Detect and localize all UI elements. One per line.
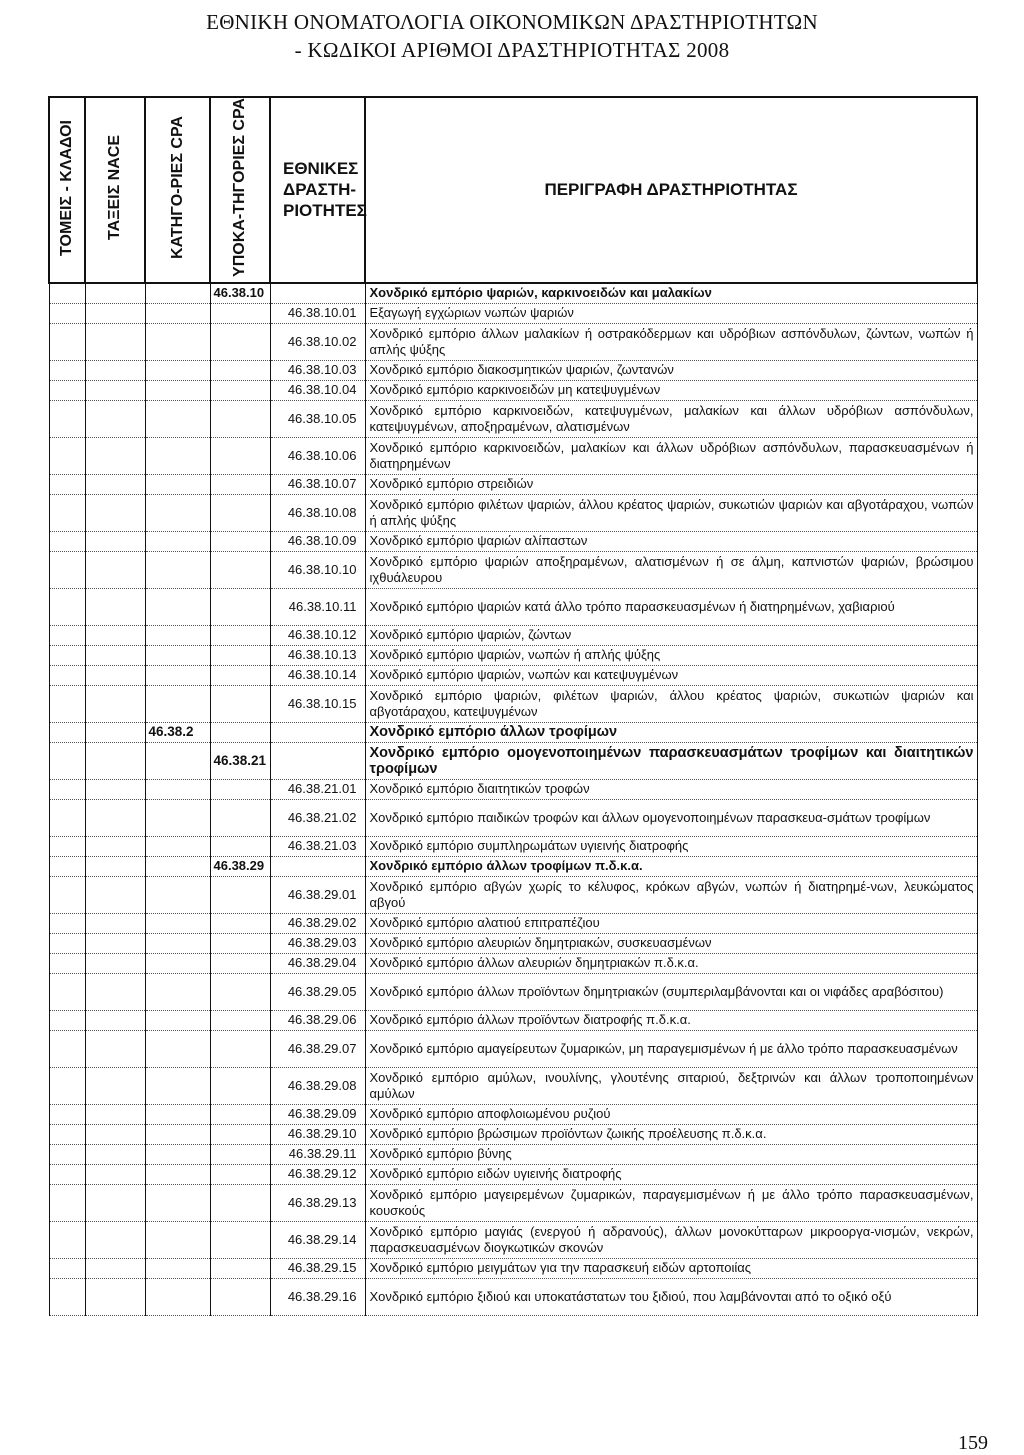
nace-class-cell: [85, 437, 145, 474]
description-cell: Χονδρικό εμπόριο αμύλων, ινουλίνης, γλουτένης σιταριού, δεξτρινών και άλλων τροποποιημένων αμύλων: [365, 1067, 977, 1104]
table-body: [49, 283, 977, 1316]
activity-codes-table: [48, 96, 978, 1316]
description-cell: Χονδρικό εμπόριο ψαριών, φιλέτων ψαριών, άλλου κρέατος ψαριών, συκωτιών ψαριών και αβγοτάραχου, κατεψυγμένων: [365, 685, 977, 722]
nace-class-cell: [85, 1010, 145, 1030]
description-cell: Εξαγωγή εγχώριων νωπών ψαριών: [365, 303, 977, 323]
cpa-category-cell: [145, 531, 210, 551]
col-header-perigrafh: ΠΕΡΙΓΡΑΦΗ ΔΡΑΣΤΗΡΙΟΤΗΤΑΣ: [365, 97, 977, 283]
nace-class-cell: [85, 856, 145, 876]
description-cell: Χονδρικό εμπόριο στρειδιών: [365, 474, 977, 494]
table-row: [49, 360, 977, 380]
table-row: [49, 1221, 977, 1258]
tomeis-cell: [49, 1221, 85, 1258]
cpa-subcategory-cell: [210, 1164, 270, 1184]
cpa-category-cell: [145, 836, 210, 856]
tomeis-cell: [49, 437, 85, 474]
nace-class-cell: [85, 933, 145, 953]
nace-class-cell: [85, 973, 145, 1010]
cpa-subcategory-cell: 46.38.29: [210, 856, 270, 876]
cpa-subcategory-cell: [210, 1067, 270, 1104]
col-header-ethnikes: ΕΘΝΙΚΕΣ ΔΡΑΣΤΗ-ΡΙΟΤΗΤΕΣ: [270, 97, 365, 283]
table-row: [49, 799, 977, 836]
nace-class-cell: [85, 665, 145, 685]
cpa-category-cell: [145, 494, 210, 531]
description-cell: Χονδρικό εμπόριο ψαριών κατά άλλο τρόπο παρασκευασμένων ή διατηρημένων, χαβιαριού: [365, 588, 977, 625]
national-code-cell: 46.38.10.12: [270, 625, 365, 645]
nace-class-cell: [85, 876, 145, 913]
tomeis-cell: [49, 799, 85, 836]
table-row: [49, 283, 977, 304]
tomeis-cell: [49, 531, 85, 551]
cpa-subcategory-cell: [210, 437, 270, 474]
cpa-category-cell: [145, 913, 210, 933]
description-cell: Χονδρικό εμπόριο ξιδιού και υποκατάστατων του ξιδιού, που λαμβάνονται από το οξικό οξύ: [365, 1278, 977, 1315]
table-row: [49, 588, 977, 625]
national-code-cell: 46.38.29.02: [270, 913, 365, 933]
nace-class-cell: [85, 551, 145, 588]
table-row: [49, 1184, 977, 1221]
cpa-subcategory-cell: 46.38.10: [210, 283, 270, 304]
description-cell: Χονδρικό εμπόριο αμαγείρευτων ζυμαρικών, μη παραγεμισμένων ή με άλλο τρόπο παρασκευασμένων: [365, 1030, 977, 1067]
nace-class-cell: [85, 1278, 145, 1315]
national-code-cell: 46.38.10.15: [270, 685, 365, 722]
national-code-cell: 46.38.29.01: [270, 876, 365, 913]
tomeis-cell: [49, 933, 85, 953]
cpa-subcategory-cell: [210, 913, 270, 933]
cpa-category-cell: [145, 588, 210, 625]
tomeis-cell: [49, 1030, 85, 1067]
header-title-line2: - ΚΩΔΙΚΟΙ ΑΡΙΘΜΟΙ ΔΡΑΣΤΗΡΙΟΤΗΤΑΣ 2008: [294, 38, 730, 62]
nace-class-cell: [85, 1104, 145, 1124]
cpa-subcategory-cell: [210, 973, 270, 1010]
table-row: [49, 625, 977, 645]
table-row: [49, 551, 977, 588]
tomeis-cell: [49, 1278, 85, 1315]
tomeis-cell: [49, 1258, 85, 1278]
cpa-category-cell: [145, 303, 210, 323]
tomeis-cell: [49, 665, 85, 685]
tomeis-cell: [49, 380, 85, 400]
cpa-category-cell: [145, 953, 210, 973]
table-row: [49, 1104, 977, 1124]
national-code-cell: 46.38.29.13: [270, 1184, 365, 1221]
national-code-cell: 46.38.29.12: [270, 1164, 365, 1184]
table-row: [49, 1124, 977, 1144]
tomeis-cell: [49, 685, 85, 722]
table-row: [49, 531, 977, 551]
description-cell: Χονδρικό εμπόριο μειγμάτων για την παρασκευή ειδών αρτοποιίας: [365, 1258, 977, 1278]
tomeis-cell: [49, 474, 85, 494]
description-cell: Χονδρικό εμπόριο αλατιού επιτραπέζιου: [365, 913, 977, 933]
tomeis-cell: [49, 722, 85, 742]
table-row: [49, 876, 977, 913]
national-code-cell: [270, 283, 365, 304]
cpa-category-cell: [145, 551, 210, 588]
tomeis-cell: [49, 876, 85, 913]
nace-class-cell: [85, 323, 145, 360]
nace-class-cell: [85, 953, 145, 973]
national-code-cell: 46.38.10.07: [270, 474, 365, 494]
cpa-category-cell: [145, 1144, 210, 1164]
cpa-category-cell: [145, 380, 210, 400]
description-cell: Χονδρικό εμπόριο ψαριών, νωπών ή απλής ψύξης: [365, 645, 977, 665]
national-code-cell: 46.38.29.15: [270, 1258, 365, 1278]
nace-class-cell: [85, 1221, 145, 1258]
national-code-cell: [270, 722, 365, 742]
tomeis-cell: [49, 913, 85, 933]
cpa-subcategory-cell: [210, 474, 270, 494]
cpa-category-cell: [145, 742, 210, 779]
tomeis-cell: [49, 1010, 85, 1030]
table-row: [49, 836, 977, 856]
national-code-cell: 46.38.10.10: [270, 551, 365, 588]
tomeis-cell: [49, 283, 85, 304]
cpa-category-cell: [145, 400, 210, 437]
cpa-subcategory-cell: [210, 779, 270, 799]
description-cell: Χονδρικό εμπόριο μαγειρεμένων ζυμαρικών, παραγεμισμένων ή με άλλο τρόπο παρασκευασμένων, κουσκούς: [365, 1184, 977, 1221]
cpa-category-cell: [145, 1010, 210, 1030]
page-header: [0, 8, 1024, 64]
nace-class-cell: [85, 400, 145, 437]
cpa-category-cell: [145, 1067, 210, 1104]
description-cell: Χονδρικό εμπόριο καρκινοειδών, μαλακίων και άλλων υδρόβιων ασπόνδυλων, παρασκευασμένων ή διατηρημένων: [365, 437, 977, 474]
table-row: [49, 973, 977, 1010]
nace-class-cell: [85, 380, 145, 400]
table-row: [49, 779, 977, 799]
description-cell: Χονδρικό εμπόριο αποφλοιωμένου ρυζιού: [365, 1104, 977, 1124]
cpa-category-cell: [145, 474, 210, 494]
description-cell: Χονδρικό εμπόριο άλλων μαλακίων ή οστρακόδερμων και υδρόβιων ασπόνδυλων, ζώντων, νωπών ή απλής ψύξης: [365, 323, 977, 360]
table-row: [49, 437, 977, 474]
tomeis-cell: [49, 1144, 85, 1164]
national-code-cell: 46.38.29.04: [270, 953, 365, 973]
tomeis-cell: [49, 1184, 85, 1221]
col-header-tomeis: ΤΟΜΕΙΣ - ΚΛΑΔΟΙ: [49, 97, 85, 283]
cpa-subcategory-cell: [210, 303, 270, 323]
cpa-category-cell: [145, 685, 210, 722]
table-row: [49, 1067, 977, 1104]
table-row: [49, 953, 977, 973]
cpa-subcategory-cell: [210, 876, 270, 913]
cpa-category-cell: [145, 973, 210, 1010]
table-row: [49, 1010, 977, 1030]
col-header-kathgories: ΚΑΤΗΓΟ-ΡΙΕΣ CPA: [145, 97, 210, 283]
national-code-cell: 46.38.29.06: [270, 1010, 365, 1030]
table-row: [49, 856, 977, 876]
description-cell: Χονδρικό εμπόριο βρώσιμων προϊόντων ζωικής προέλευσης π.δ.κ.α.: [365, 1124, 977, 1144]
nace-class-cell: [85, 1124, 145, 1144]
nace-class-cell: [85, 588, 145, 625]
tomeis-cell: [49, 856, 85, 876]
description-cell: Χονδρικό εμπόριο διαιτητικών τροφών: [365, 779, 977, 799]
description-cell: Χονδρικό εμπόριο παιδικών τροφών και άλλων ομογενοποιημένων παρασκευα-σμάτων τροφίμων: [365, 799, 977, 836]
tomeis-cell: [49, 323, 85, 360]
nace-class-cell: [85, 742, 145, 779]
description-cell: Χονδρικό εμπόριο ομογενοποιημένων παρασκευασμάτων τροφίμων και διαιτητικών τροφίμων: [365, 742, 977, 779]
cpa-subcategory-cell: [210, 1124, 270, 1144]
table-row: [49, 303, 977, 323]
cpa-category-cell: [145, 1124, 210, 1144]
national-code-cell: 46.38.10.08: [270, 494, 365, 531]
table-header-row: [49, 97, 977, 283]
cpa-subcategory-cell: [210, 1030, 270, 1067]
cpa-subcategory-cell: [210, 588, 270, 625]
table-row: [49, 1258, 977, 1278]
national-code-cell: 46.38.21.01: [270, 779, 365, 799]
national-code-cell: 46.38.29.16: [270, 1278, 365, 1315]
table-row: [49, 685, 977, 722]
nace-class-cell: [85, 645, 145, 665]
nace-class-cell: [85, 1030, 145, 1067]
cpa-category-cell: [145, 360, 210, 380]
tomeis-cell: [49, 836, 85, 856]
table-row: [49, 933, 977, 953]
table-row: [49, 1164, 977, 1184]
cpa-category-cell: [145, 856, 210, 876]
tomeis-cell: [49, 400, 85, 437]
description-cell: Χονδρικό εμπόριο καρκινοειδών μη κατεψυγμένων: [365, 380, 977, 400]
nace-class-cell: [85, 531, 145, 551]
cpa-category-cell: [145, 1258, 210, 1278]
national-code-cell: [270, 856, 365, 876]
table-row: [49, 323, 977, 360]
national-code-cell: 46.38.10.02: [270, 323, 365, 360]
tomeis-cell: [49, 742, 85, 779]
cpa-subcategory-cell: [210, 494, 270, 531]
cpa-subcategory-cell: [210, 722, 270, 742]
cpa-subcategory-cell: [210, 933, 270, 953]
national-code-cell: 46.38.29.14: [270, 1221, 365, 1258]
national-code-cell: 46.38.10.13: [270, 645, 365, 665]
cpa-subcategory-cell: [210, 1184, 270, 1221]
cpa-subcategory-cell: [210, 665, 270, 685]
cpa-category-cell: [145, 323, 210, 360]
header-title-line1: ΕΘΝΙΚΗ ΟΝΟΜΑΤΟΛΟΓΙΑ ΟΙΚΟΝΟΜΙΚΩΝ ΔΡΑΣΤΗΡΙΟΤΗΤΩΝ: [206, 10, 818, 34]
nace-class-cell: [85, 722, 145, 742]
cpa-category-cell: [145, 437, 210, 474]
tomeis-cell: [49, 303, 85, 323]
cpa-category-cell: [145, 645, 210, 665]
nace-class-cell: [85, 360, 145, 380]
tomeis-cell: [49, 973, 85, 1010]
description-cell: Χονδρικό εμπόριο αλευριών δημητριακών, συσκευασμένων: [365, 933, 977, 953]
nace-class-cell: [85, 1258, 145, 1278]
description-cell: Χονδρικό εμπόριο άλλων προϊόντων δημητριακών (συμπεριλαμβάνονται και οι νιφάδες αραβόσιτου): [365, 973, 977, 1010]
cpa-category-cell: [145, 665, 210, 685]
table-row: [49, 1278, 977, 1315]
table-row: [49, 380, 977, 400]
description-cell: Χονδρικό εμπόριο μαγιάς (ενεργού ή αδρανούς), άλλων μονοκύτταρων μικροοργα-νισμών, νεκρών, παρασκευασμένων διογκωτικών σκονών: [365, 1221, 977, 1258]
cpa-category-cell: [145, 933, 210, 953]
tomeis-cell: [49, 779, 85, 799]
description-cell: Χονδρικό εμπόριο ψαριών αλίπαστων: [365, 531, 977, 551]
cpa-category-cell: [145, 1030, 210, 1067]
tomeis-cell: [49, 1124, 85, 1144]
table-row: [49, 474, 977, 494]
description-cell: Χονδρικό εμπόριο ψαριών, νωπών και κατεψυγμένων: [365, 665, 977, 685]
table-row: [49, 742, 977, 779]
nace-class-cell: [85, 779, 145, 799]
tomeis-cell: [49, 551, 85, 588]
nace-class-cell: [85, 1067, 145, 1104]
cpa-category-cell: [145, 1278, 210, 1315]
cpa-category-cell: [145, 876, 210, 913]
cpa-category-cell: [145, 1221, 210, 1258]
cpa-subcategory-cell: 46.38.21: [210, 742, 270, 779]
national-code-cell: [270, 742, 365, 779]
cpa-subcategory-cell: [210, 551, 270, 588]
cpa-subcategory-cell: [210, 323, 270, 360]
tomeis-cell: [49, 953, 85, 973]
national-code-cell: 46.38.10.04: [270, 380, 365, 400]
table-row: [49, 665, 977, 685]
description-cell: Χονδρικό εμπόριο άλλων αλευριών δημητριακών π.δ.κ.α.: [365, 953, 977, 973]
description-cell: Χονδρικό εμπόριο ψαριών, ζώντων: [365, 625, 977, 645]
national-code-cell: 46.38.10.09: [270, 531, 365, 551]
table-row: [49, 494, 977, 531]
nace-class-cell: [85, 685, 145, 722]
tomeis-cell: [49, 1067, 85, 1104]
national-code-cell: 46.38.10.14: [270, 665, 365, 685]
cpa-subcategory-cell: [210, 1104, 270, 1124]
national-code-cell: 46.38.29.07: [270, 1030, 365, 1067]
description-cell: Χονδρικό εμπόριο αβγών χωρίς το κέλυφος, κρόκων αβγών, νωπών ή διατηρημέ-νων, λευκώματος αβγού: [365, 876, 977, 913]
tomeis-cell: [49, 494, 85, 531]
nace-class-cell: [85, 799, 145, 836]
description-cell: Χονδρικό εμπόριο άλλων τροφίμων π.δ.κ.α.: [365, 856, 977, 876]
description-cell: Χονδρικό εμπόριο ψαριών, καρκινοειδών και μαλακίων: [365, 283, 977, 304]
national-code-cell: 46.38.10.06: [270, 437, 365, 474]
cpa-subcategory-cell: [210, 836, 270, 856]
national-code-cell: 46.38.29.09: [270, 1104, 365, 1124]
tomeis-cell: [49, 625, 85, 645]
cpa-subcategory-cell: [210, 1144, 270, 1164]
description-cell: Χονδρικό εμπόριο συμπληρωμάτων υγιεινής διατροφής: [365, 836, 977, 856]
cpa-subcategory-cell: [210, 645, 270, 665]
cpa-subcategory-cell: [210, 360, 270, 380]
description-cell: Χονδρικό εμπόριο διακοσμητικών ψαριών, ζωντανών: [365, 360, 977, 380]
page-number: 159: [958, 1432, 988, 1454]
nace-class-cell: [85, 625, 145, 645]
table-row: [49, 722, 977, 742]
cpa-subcategory-cell: [210, 1221, 270, 1258]
cpa-subcategory-cell: [210, 625, 270, 645]
cpa-category-cell: [145, 625, 210, 645]
nace-class-cell: [85, 1164, 145, 1184]
national-code-cell: 46.38.29.11: [270, 1144, 365, 1164]
tomeis-cell: [49, 360, 85, 380]
table-row: [49, 400, 977, 437]
cpa-category-cell: [145, 283, 210, 304]
table-row: [49, 1030, 977, 1067]
cpa-subcategory-cell: [210, 531, 270, 551]
cpa-category-cell: [145, 779, 210, 799]
tomeis-cell: [49, 1164, 85, 1184]
cpa-subcategory-cell: [210, 400, 270, 437]
nace-class-cell: [85, 913, 145, 933]
description-cell: Χονδρικό εμπόριο βύνης: [365, 1144, 977, 1164]
national-code-cell: 46.38.10.03: [270, 360, 365, 380]
national-code-cell: 46.38.29.05: [270, 973, 365, 1010]
tomeis-cell: [49, 1104, 85, 1124]
tomeis-cell: [49, 645, 85, 665]
cpa-category-cell: [145, 1164, 210, 1184]
cpa-subcategory-cell: [210, 380, 270, 400]
description-cell: Χονδρικό εμπόριο φιλέτων ψαριών, άλλου κρέατος ψαριών, συκωτιών ψαριών και αβγοτάραχου, νωπών ή απλής ψύξης: [365, 494, 977, 531]
table-row: [49, 1144, 977, 1164]
cpa-category-cell: [145, 1184, 210, 1221]
national-code-cell: 46.38.29.03: [270, 933, 365, 953]
table-row: [49, 913, 977, 933]
table-row: [49, 645, 977, 665]
description-cell: Χονδρικό εμπόριο ψαριών αποξηραμένων, αλατισμένων ή σε άλμη, καπνιστών ψαριών, βρώσιμου ιχθυάλευρου: [365, 551, 977, 588]
nace-class-cell: [85, 836, 145, 856]
cpa-subcategory-cell: [210, 1010, 270, 1030]
cpa-subcategory-cell: [210, 799, 270, 836]
national-code-cell: 46.38.21.03: [270, 836, 365, 856]
nace-class-cell: [85, 1144, 145, 1164]
nace-class-cell: [85, 283, 145, 304]
description-cell: Χονδρικό εμπόριο καρκινοειδών, κατεψυγμένων, μαλακίων και άλλων υδρόβιων ασπόνδυλων, κατεψυγμένων, αποξηραμένων, αλατισμένων: [365, 400, 977, 437]
cpa-category-cell: [145, 1104, 210, 1124]
nace-class-cell: [85, 494, 145, 531]
cpa-subcategory-cell: [210, 1258, 270, 1278]
cpa-category-cell: 46.38.2: [145, 722, 210, 742]
national-code-cell: 46.38.10.01: [270, 303, 365, 323]
nace-class-cell: [85, 1184, 145, 1221]
national-code-cell: 46.38.10.05: [270, 400, 365, 437]
tomeis-cell: [49, 588, 85, 625]
cpa-subcategory-cell: [210, 1278, 270, 1315]
col-header-taxeis: ΤΑΞΕΙΣ NACE: [85, 97, 145, 283]
nace-class-cell: [85, 474, 145, 494]
national-code-cell: 46.38.10.11: [270, 588, 365, 625]
description-cell: Χονδρικό εμπόριο άλλων προϊόντων διατροφής π.δ.κ.α.: [365, 1010, 977, 1030]
cpa-category-cell: [145, 799, 210, 836]
national-code-cell: 46.38.29.08: [270, 1067, 365, 1104]
cpa-subcategory-cell: [210, 685, 270, 722]
national-code-cell: 46.38.21.02: [270, 799, 365, 836]
description-cell: Χονδρικό εμπόριο άλλων τροφίμων: [365, 722, 977, 742]
cpa-subcategory-cell: [210, 953, 270, 973]
col-header-ypokathgories: ΥΠΟΚΑ-ΤΗΓΟΡΙΕΣ CPA: [210, 97, 270, 283]
nace-class-cell: [85, 303, 145, 323]
description-cell: Χονδρικό εμπόριο ειδών υγιεινής διατροφής: [365, 1164, 977, 1184]
national-code-cell: 46.38.29.10: [270, 1124, 365, 1144]
